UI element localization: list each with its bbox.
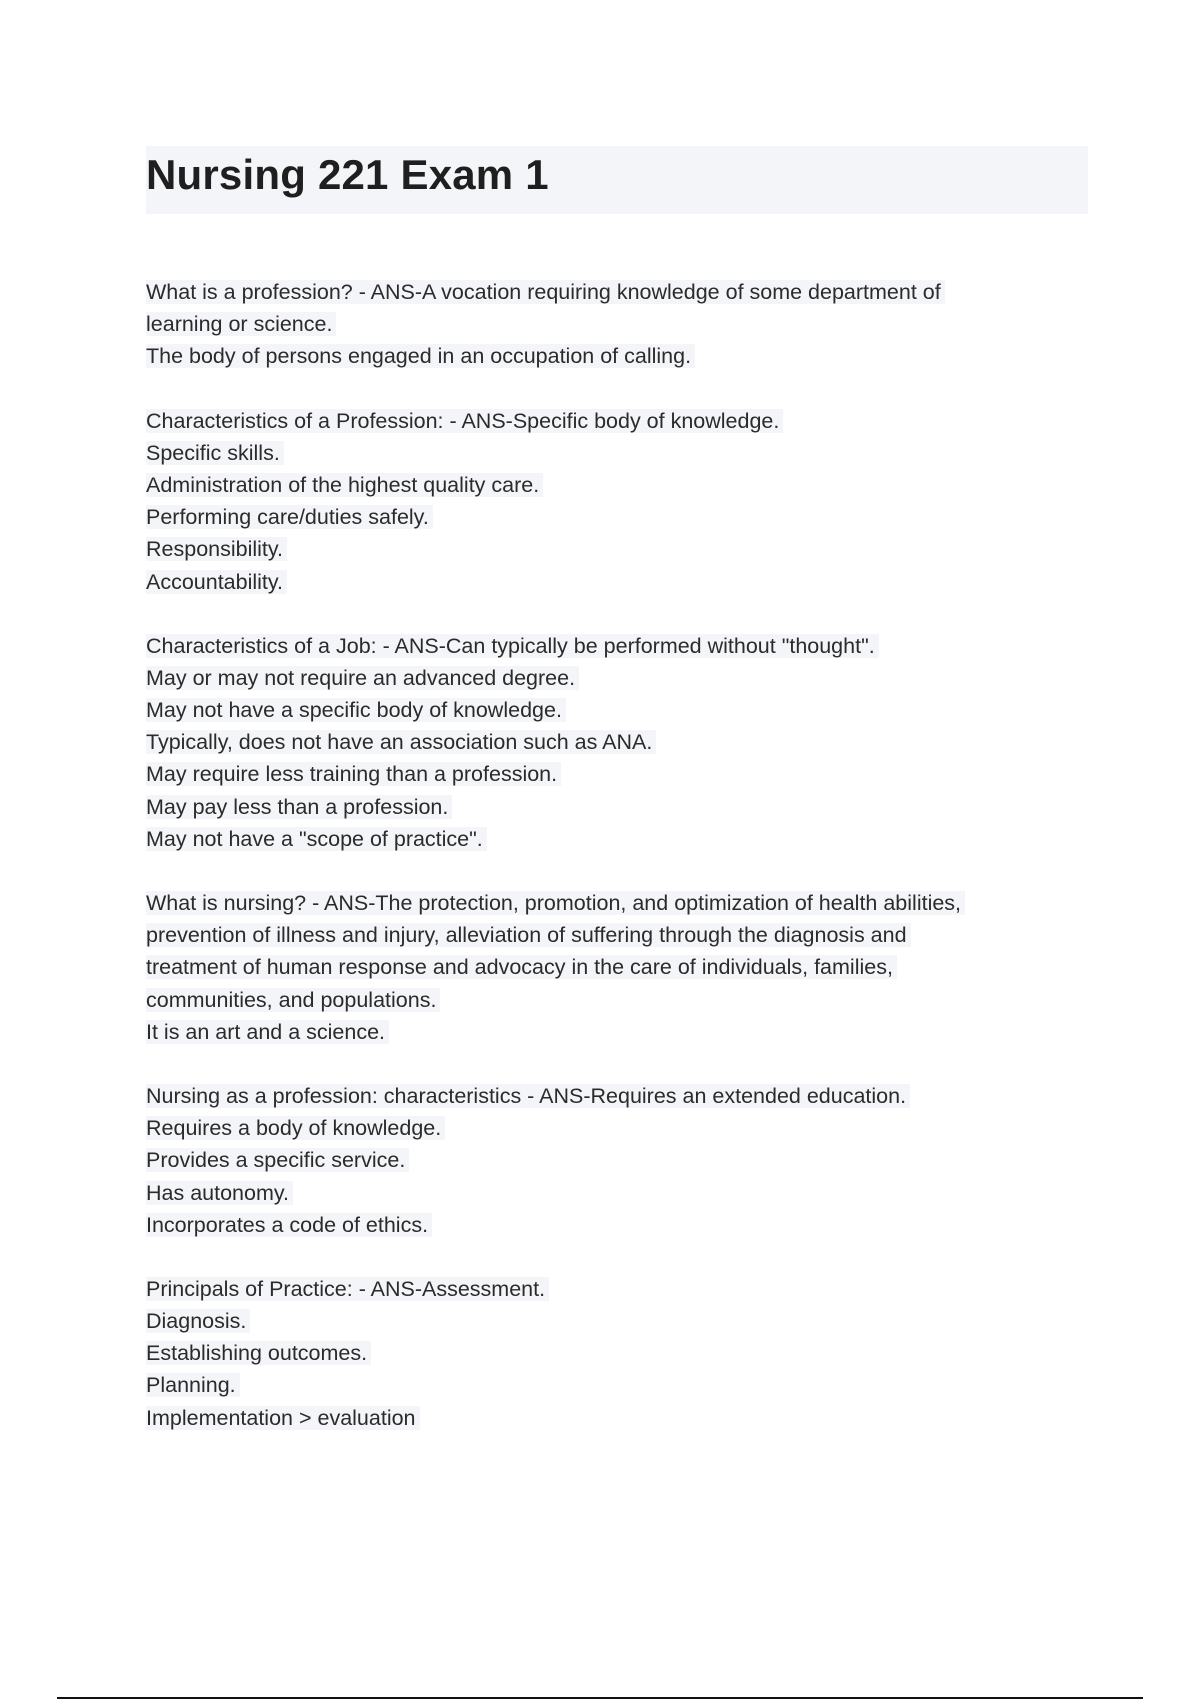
- qa-line-text: Requires a body of knowledge.: [146, 1116, 445, 1140]
- qa-line-text: It is an art and a science.: [146, 1020, 389, 1044]
- qa-question-line: [146, 405, 1076, 437]
- qa-line-text: Characteristics of a Job: - ANS-Can typically be performed without "thought".: [146, 634, 879, 658]
- qa-answer-line: [146, 726, 1076, 758]
- qa-answer-line: [146, 1112, 1076, 1144]
- qa-line-text: Accountability.: [146, 570, 287, 594]
- qa-question-line: [146, 630, 1076, 662]
- qa-line-text: Incorporates a code of ethics.: [146, 1213, 432, 1237]
- qa-answer-line: [146, 501, 1076, 533]
- qa-line-text: Principals of Practice: - ANS-Assessment.: [146, 1277, 549, 1301]
- qa-line-text: learning or science.: [146, 312, 336, 336]
- qa-answer-line: [146, 308, 1076, 340]
- qa-answer-line: [146, 758, 1076, 790]
- qa-item: [146, 276, 1076, 373]
- qa-line-text: Nursing as a profession: characteristics - ANS-Requires an extended education.: [146, 1084, 910, 1108]
- qa-line-text: Establishing outcomes.: [146, 1341, 371, 1365]
- qa-list: [146, 276, 1076, 1466]
- qa-line-text: Specific skills.: [146, 441, 284, 465]
- qa-answer-line: [146, 694, 1076, 726]
- qa-line-text: communities, and populations.: [146, 988, 440, 1012]
- qa-line-text: Implementation > evaluation: [146, 1406, 420, 1430]
- qa-line-text: May not have a "scope of practice".: [146, 827, 487, 851]
- qa-answer-line: [146, 1305, 1076, 1337]
- qa-answer-line: [146, 1177, 1076, 1209]
- qa-line-text: Provides a specific service.: [146, 1148, 409, 1172]
- qa-answer-line: [146, 1016, 1076, 1048]
- qa-item: [146, 630, 1076, 855]
- qa-line-text: What is a profession? - ANS-A vocation requiring knowledge of some department of: [146, 280, 945, 304]
- qa-item: [146, 1273, 1076, 1434]
- qa-answer-line: [146, 1337, 1076, 1369]
- qa-question-line: [146, 276, 1076, 308]
- qa-answer-line: [146, 1402, 1076, 1434]
- qa-answer-line: [146, 1144, 1076, 1176]
- qa-item: [146, 887, 1076, 1048]
- qa-item: [146, 1080, 1076, 1241]
- qa-line-text: Performing care/duties safely.: [146, 505, 433, 529]
- qa-line-text: May or may not require an advanced degree.: [146, 666, 579, 690]
- footer-divider: [57, 1697, 1143, 1699]
- qa-answer-line: [146, 566, 1076, 598]
- qa-line-text: What is nursing? - ANS-The protection, promotion, and optimization of health abilities,: [146, 891, 965, 915]
- qa-line-text: Planning.: [146, 1373, 240, 1397]
- qa-answer-line: [146, 1209, 1076, 1241]
- qa-line-text: May pay less than a profession.: [146, 795, 452, 819]
- qa-line-text: Has autonomy.: [146, 1181, 293, 1205]
- qa-question-line: [146, 887, 1076, 919]
- qa-line-text: Typically, does not have an association such as ANA.: [146, 730, 656, 754]
- qa-question-line: [146, 1273, 1076, 1305]
- qa-answer-line: [146, 984, 1076, 1016]
- qa-answer-line: [146, 437, 1076, 469]
- qa-line-text: Diagnosis.: [146, 1309, 250, 1333]
- qa-line-text: Administration of the highest quality care.: [146, 473, 543, 497]
- qa-line-text: treatment of human response and advocacy in the care of individuals, families,: [146, 955, 897, 979]
- qa-answer-line: [146, 1369, 1076, 1401]
- qa-line-text: Characteristics of a Profession: - ANS-Specific body of knowledge.: [146, 409, 783, 433]
- qa-answer-line: [146, 469, 1076, 501]
- qa-answer-line: [146, 791, 1076, 823]
- qa-line-text: prevention of illness and injury, alleviation of suffering through the diagnosis and: [146, 923, 911, 947]
- qa-item: [146, 405, 1076, 598]
- qa-answer-line: [146, 662, 1076, 694]
- qa-answer-line: [146, 951, 1076, 983]
- qa-answer-line: [146, 340, 1076, 372]
- qa-answer-line: [146, 823, 1076, 855]
- qa-line-text: May require less training than a profession.: [146, 762, 561, 786]
- qa-line-text: The body of persons engaged in an occupation of calling.: [146, 344, 695, 368]
- qa-answer-line: [146, 533, 1076, 565]
- qa-line-text: Responsibility.: [146, 537, 287, 561]
- page-title: Nursing 221 Exam 1: [146, 151, 549, 198]
- qa-question-line: [146, 1080, 1076, 1112]
- qa-answer-line: [146, 919, 1076, 951]
- qa-line-text: May not have a specific body of knowledge.: [146, 698, 566, 722]
